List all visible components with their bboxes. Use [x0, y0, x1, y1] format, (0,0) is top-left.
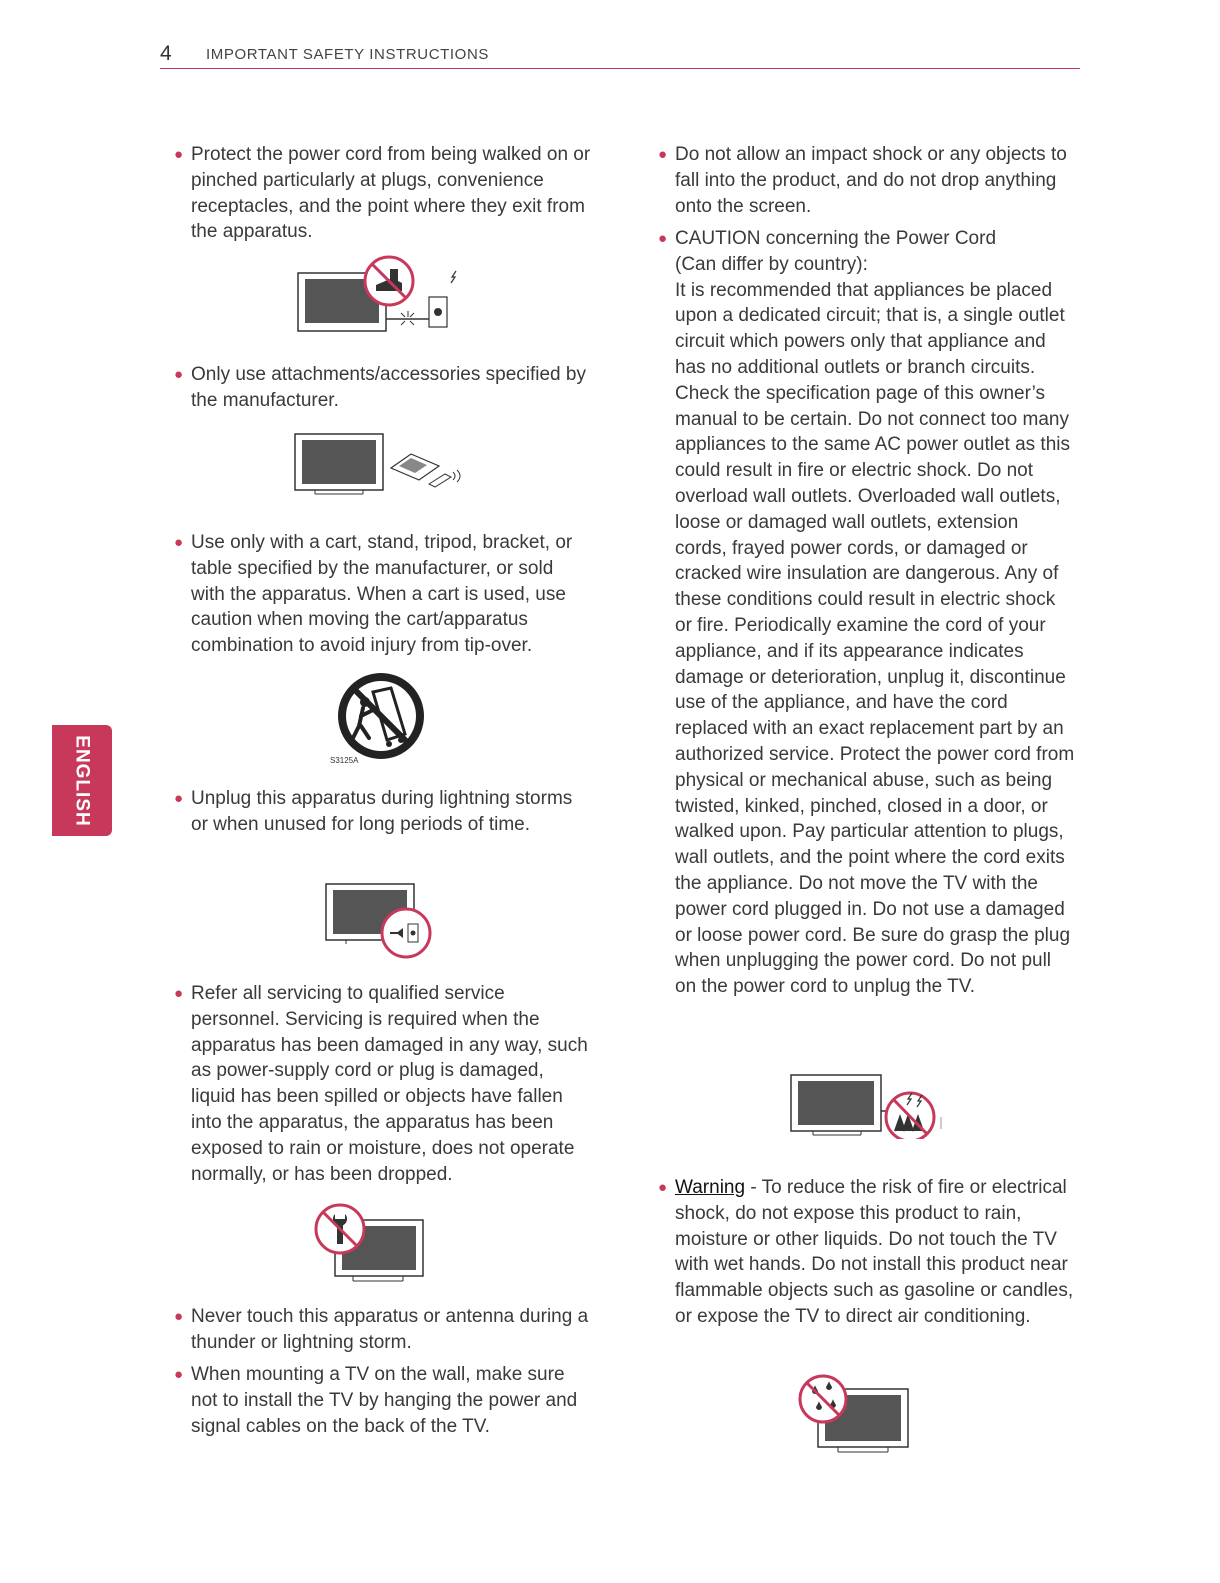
list-item [174, 1304, 591, 1356]
cart-tipover-warning-icon [333, 672, 425, 764]
item-text: Never touch this apparatus or antenna during a thunder or lightning storm. [191, 1306, 589, 1353]
list-item [174, 1362, 591, 1439]
page-header [160, 40, 1080, 69]
bullet-icon: ● [658, 146, 668, 163]
list-item [658, 1175, 1075, 1330]
tv-unplug-icon [324, 882, 434, 960]
bullet-icon: ● [174, 985, 184, 1002]
language-tab[interactable] [52, 725, 112, 836]
no-servicing-wrench-icon [313, 1202, 427, 1286]
item-text: Protect the power cord from being walked on or pinched particularly at plugs, convenience receptacles, and the point where they exit from the apparatus. [191, 144, 591, 243]
page-number: 4 [160, 42, 172, 65]
bullet-icon: ● [174, 1308, 184, 1325]
bullet-icon: ● [174, 146, 184, 163]
list-item [174, 362, 591, 414]
bullet-icon: ● [174, 1366, 184, 1383]
language-tab-label: ENGLISH [72, 734, 94, 827]
no-moisture-icon [798, 1373, 910, 1457]
bullet-icon: ● [174, 790, 184, 807]
figure-code: S3125A [330, 756, 359, 765]
caution-subheading: (Can differ by country): [675, 253, 868, 275]
item-text: Do not allow an impact shock or any objects to fall into the product, and do not drop anything onto the screen. [675, 144, 1067, 217]
list-item [658, 142, 1075, 219]
list-item [174, 530, 591, 659]
list-item [174, 142, 591, 245]
bullet-icon: ● [174, 534, 184, 551]
item-text: Unplug this apparatus during lightning storms or when unused for long periods of time. [191, 788, 573, 835]
warning-label: Warning [675, 1177, 746, 1198]
list-item [658, 226, 1075, 1000]
item-text [675, 1175, 1075, 1330]
item-text: Use only with a cart, stand, tripod, bracket, or table specified by the manufacturer, or sold with the apparatus. When a cart is used, use caution when moving the cart/apparatus combination to avoid injury from tip-over. [191, 532, 573, 657]
warning-text: - To reduce the risk of fire or electrical shock, do not expose this product to rain, moisture or other liquids. Do not touch the TV with wet hands. Do not install this product near flammable objects such as gasoline or candles, or expose the TV to direct air conditioning. [675, 1177, 1074, 1327]
bullet-icon: ● [174, 366, 184, 383]
bullet-icon: ● [658, 230, 668, 247]
item-text: When mounting a TV on the wall, make sure not to install the TV by hanging the power and signal cables on the back of the TV. [191, 1364, 578, 1437]
caution-heading: CAUTION concerning the Power Cord [675, 228, 997, 249]
item-text: Only use attachments/accessories specified by the manufacturer. [191, 364, 586, 411]
bullet-icon: ● [658, 1179, 668, 1196]
tv-accessories-icon [293, 432, 469, 498]
list-item [174, 981, 591, 1187]
list-item [174, 786, 591, 838]
tv-outlet-overload-icon [789, 1073, 949, 1139]
section-title: IMPORTANT SAFETY INSTRUCTIONS [206, 46, 489, 63]
tv-cord-step-icon [296, 255, 466, 337]
item-text: It is recommended that appliances be placed upon a dedicated circuit; that is, a single outlet circuit which powers only that appliance and has no additional outlets or branch circuits. Check the specification page of this owner’s manual to be certain. Do not connect too many appliances to the same AC power outlet as this could result in fire or electric shock. Do not overload wall outlets. Overloaded wall outlets, loose or damaged wall outlets, extension cords, frayed power cords, or damaged or cracked wire insulation are dangerous. Any of these conditions could result in electric shock or fire. Periodically examine the cord of your appliance, and if its appearance indicates damage or deterioration, unplug it, discontinue use of the appliance, and have the cord replaced with an exact replacement part by an authorized service. Protect the power cord from physical or mechanical abuse, such as being twisted, kinked, pinched, closed in a door, or walked upon. Pay particular attention to plugs, wall outlets, and the point where the cord exits the appliance. Do not move the TV with the power cord plugged in. Do not use a damaged or loose power cord. Be sure do grasp the plug when unplugging the power cord. Do not pull on the power cord to unplug the TV. [675, 279, 1075, 998]
item-text: Refer all servicing to qualified service personnel. Servicing is required when the apparatus has been damaged in any way, such as power-supply cord or plug is damaged, liquid has been spilled or objects have fallen into the apparatus, the apparatus has been exposed to rain or moisture, does not operate normally, or has been dropped. [191, 983, 588, 1185]
